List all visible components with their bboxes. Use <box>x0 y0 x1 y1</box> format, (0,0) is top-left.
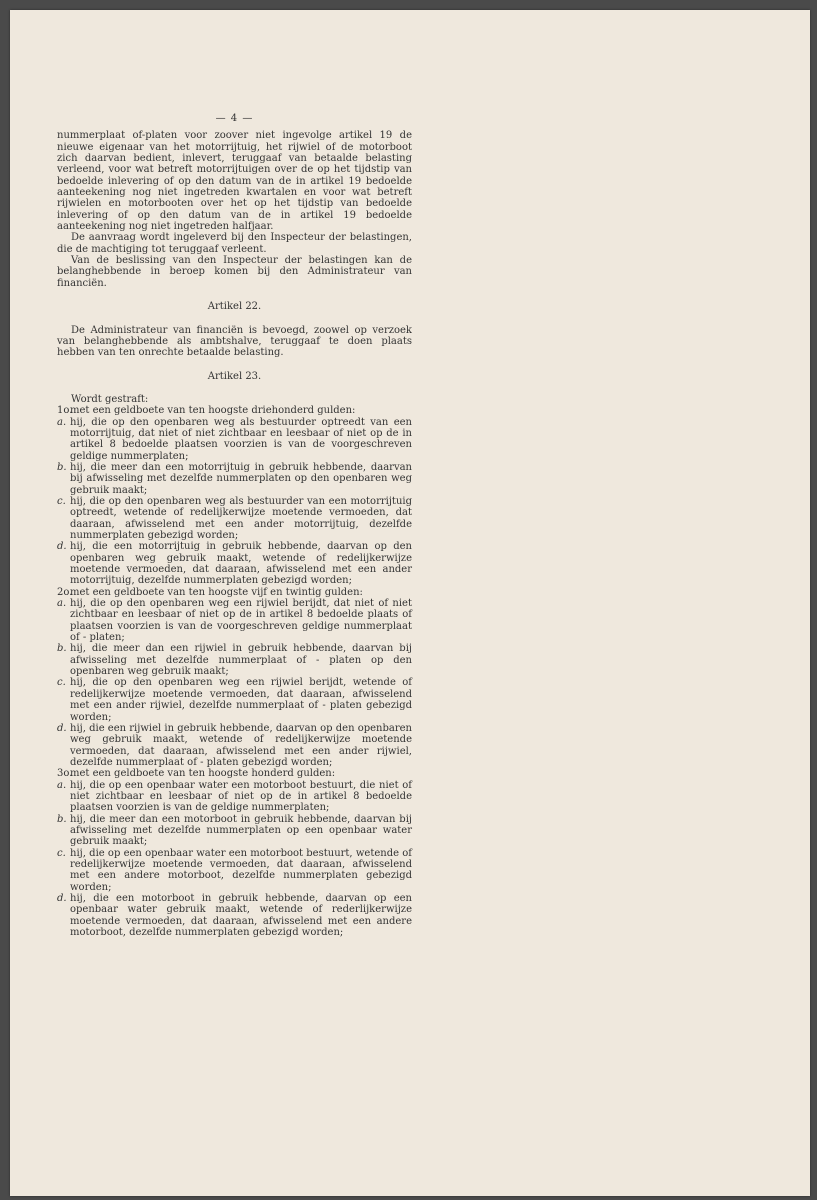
sub-clause <box>57 893 412 938</box>
sub-clause <box>57 643 412 677</box>
item-number: 2o. <box>57 586 73 598</box>
penalty-item <box>57 587 412 598</box>
clause-text: hij, die meer dan een rijwiel in gebruik hebbende, daarvan bij afwisseling met dezelfde nummerplaat of - platen op den openbaren weg gebruik maakt; <box>70 643 412 678</box>
item-text: met een geldboete van ten hoogste driehonderd gulden: <box>70 405 356 417</box>
item-number: 3o. <box>57 768 73 780</box>
sub-clause <box>57 723 412 768</box>
sub-clause <box>57 541 412 586</box>
clause-text: hij, die meer dan een motorboot in gebruik hebbende, daarvan bij afwisseling met dezelfde nummerplaten op een openbaar water gebruik maakt; <box>70 813 412 848</box>
clause-label: d. <box>57 893 67 904</box>
item-number: 1o. <box>57 405 73 417</box>
clause-text: hij, die een motorboot in gebruik hebbende, daarvan op een openbaar water gebruik maakt, wetende of rederlijkerwijze moetende vermoeden, dat daaraan, afwisselend met een andere motorboot, dezelfde nummerplaten gebezigd worden; <box>70 893 412 939</box>
sub-clause <box>57 677 412 722</box>
clause-label: a. <box>57 598 67 610</box>
intro-paragraph: Van de beslissing van den Inspecteur der belastingen kan de belanghebbende in beroep komen bij den Administrateur van financiën. <box>57 255 412 289</box>
clause-label: d. <box>57 722 67 734</box>
penalty-item <box>57 405 412 416</box>
sub-clause <box>57 814 412 848</box>
clause-label: c. <box>57 847 66 859</box>
intro-paragraph: nummerplaat of-platen voor zoover niet ingevolge artikel 19 de nieuwe eigenaar van het motorrijtuig, het rijwiel of de motorboot zich daarvan bedient, inlevert, teruggaaf van betaalde belasting verleend, voor wat betreft motorrijtuigen over de op het tijdstip van bedoelde inlevering of op den datum van de in artikel 19 bedoelde aanteekening nog niet ingetreden kwartalen en voor wat betreft rijwielen en motorbooten over het op het tijdstip van bedoelde inlevering of op den datum van de in artikel 19 bedoelde aanteekening nog niet ingetreden halfjaar. <box>57 130 412 233</box>
artikel-23-lead: Wordt gestraft: <box>71 393 149 405</box>
clause-label: d. <box>57 541 67 553</box>
sub-clause <box>57 496 412 541</box>
penalty-item <box>57 768 412 779</box>
clause-text: hij, die op een openbaar water een motorboot bestuurt, wetende of redelijkerwijze moetende vermoeden, dat daaraan, afwisselend met een andere motorboot, dezelfde nummerplaten gebezigd worden; <box>70 847 412 893</box>
sub-clause <box>57 848 412 893</box>
sub-clause <box>57 780 412 814</box>
clause-text: hij, die op den openbaren weg een rijwiel berijdt, dat niet of niet zichtbaar en leesbaar of niet op de in artikel 8 bedoelde plaats of plaatsen voorzien is van de voorgeschreven geldige nummerplaat of - platen; <box>70 598 412 644</box>
clause-text: hij, die een motorrijtuig in gebruik hebbende, daarvan op den openbaren weg gebruik maakt, wetende of redelijkerwijze moetende vermoeden, dat daaraan, afwisselend met een ander motorrijtuig, dezelfde nummerplaten gebezigd worden; <box>70 541 412 587</box>
clause-text: hij, die een rijwiel in gebruik hebbende, daarvan op den openbaren weg gebruik maakt, wetende of redelijkerwijze moetende vermoeden, dat daaraan, afwisselend met een ander rijwiel, dezelfde nummerplaat of - platen gebezigd worden; <box>70 722 412 768</box>
page-text-column <box>57 113 412 938</box>
artikel-22-heading: Artikel 22. <box>207 301 262 313</box>
clause-label: b. <box>57 461 67 473</box>
document-page <box>10 10 810 1196</box>
artikel-23-heading: Artikel 23. <box>207 370 262 382</box>
page-number: — 4 — <box>215 113 254 124</box>
sub-clause <box>57 417 412 462</box>
clause-label: c. <box>57 495 66 507</box>
intro-paragraph: De aanvraag wordt ingeleverd bij den Inspecteur der belastingen, die de machtiging tot teruggaaf verleent. <box>57 232 412 255</box>
clause-label: a. <box>57 416 67 428</box>
clause-text: hij, die meer dan een motorrijtuig in gebruik hebbende, daarvan bij afwisseling met dezelfde nummerplaten op den openbaren weg gebruik maakt; <box>70 461 412 496</box>
item-text: met een geldboete van ten hoogste vijf en twintig gulden: <box>70 586 363 598</box>
clause-label: b. <box>57 813 67 825</box>
sub-clause <box>57 462 412 496</box>
clause-label: a. <box>57 779 67 791</box>
clause-text: hij, die op den openbaren weg als bestuurder van een motorrijtuig optreedt, wetende of redelijkerwijze moetende vermoeden, dat daaraan, afwisselend met een ander motorrijtuig, dezelfde nummerplaten gebezigd worden; <box>70 495 412 541</box>
artikel-22-text: De Administrateur van financiën is bevoegd, zoowel op verzoek van belanghebbende als ambtshalve, teruggaaf te doen plaats hebben van ten onrechte betaalde belasting. <box>57 324 412 359</box>
clause-text: hij, die op den openbaren weg een rijwiel berijdt, wetende of redelijkerwijze moetende vermoeden, dat daaraan, afwisselend met een ander rijwiel, dezelfde nummerplaat of - platen gebezigd worden; <box>70 677 412 723</box>
clause-label: c. <box>57 677 66 689</box>
item-text: met een geldboete van ten hoogste honderd gulden: <box>70 768 336 780</box>
clause-label: b. <box>57 643 67 655</box>
clause-text: hij, die op den openbaren weg als bestuurder optreedt van een motorrijtuig, dat niet of niet zichtbaar en leesbaar of niet op de in artikel 8 bedoelde plaatsen voorzien is van de voorgeschreven geldige nummerplaten; <box>70 416 412 462</box>
sub-clause <box>57 598 412 643</box>
clause-text: hij, die op een openbaar water een motorboot bestuurt, die niet of niet zichtbaar en leesbaar of niet op de in artikel 8 bedoelde plaatsen voorzien is van de geldige nummerplaten; <box>70 779 412 814</box>
